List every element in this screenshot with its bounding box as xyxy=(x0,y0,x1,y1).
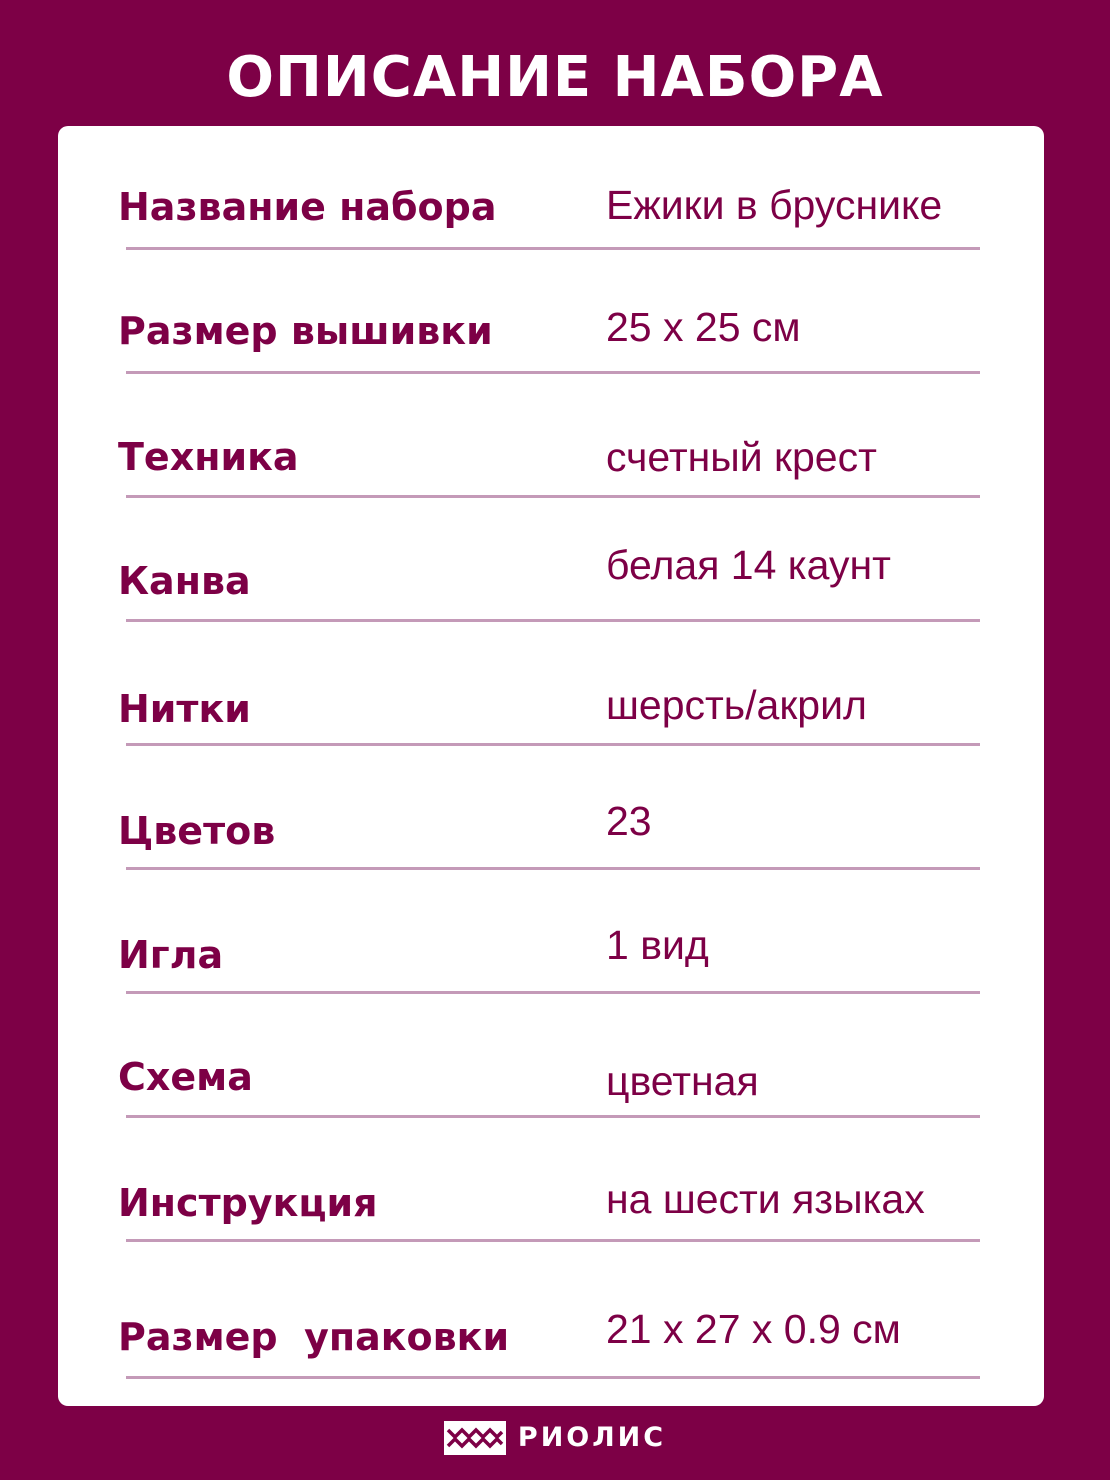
spec-value-needle: 1 вид xyxy=(606,922,709,968)
page-title: ОПИСАНИЕ НАБОРА xyxy=(226,45,884,110)
brand-logo xyxy=(0,1418,1110,1458)
spec-row xyxy=(58,250,1044,374)
spec-value-instructions: на шести языках xyxy=(606,1176,925,1222)
spec-row xyxy=(58,498,1044,622)
spec-label-needle: Игла xyxy=(118,933,224,977)
spec-value-package-size: 21 х 27 х 0.9 см xyxy=(606,1306,901,1352)
spec-value-chart: цветная xyxy=(606,1058,759,1104)
spec-label-name: Название набора xyxy=(118,185,497,229)
spec-row xyxy=(58,1242,1044,1366)
spec-row xyxy=(58,622,1044,746)
spec-row xyxy=(58,126,1044,250)
spec-value-name: Ежики в бруснике xyxy=(606,182,943,228)
spec-row xyxy=(58,746,1044,870)
spec-value-technique: счетный крест xyxy=(606,434,877,480)
spec-label-canvas: Канва xyxy=(118,559,251,603)
specs-card xyxy=(58,126,1044,1406)
spec-label-instructions: Инструкция xyxy=(118,1181,378,1225)
brand-name: РИОЛИС xyxy=(517,1422,667,1453)
spec-label-threads: Нитки xyxy=(118,687,251,731)
spec-label-embroidery-size: Размер вышивки xyxy=(118,309,493,353)
spec-label-colors: Цветов xyxy=(118,809,276,853)
spec-row xyxy=(58,1118,1044,1242)
divider xyxy=(126,1376,980,1379)
spec-value-threads: шерсть/акрил xyxy=(606,682,867,728)
spec-value-canvas: белая 14 каунт xyxy=(606,542,891,588)
spec-value-colors: 23 xyxy=(606,798,652,844)
spec-label-chart: Схема xyxy=(118,1055,253,1099)
spec-label-package-size: Размер упаковки xyxy=(118,1315,510,1359)
spec-row xyxy=(58,374,1044,498)
spec-value-embroidery-size: 25 х 25 см xyxy=(606,304,801,350)
riolis-logo-icon xyxy=(444,1421,506,1455)
spec-label-technique: Техника xyxy=(118,435,299,479)
spec-row xyxy=(58,994,1044,1118)
spec-row xyxy=(58,870,1044,994)
